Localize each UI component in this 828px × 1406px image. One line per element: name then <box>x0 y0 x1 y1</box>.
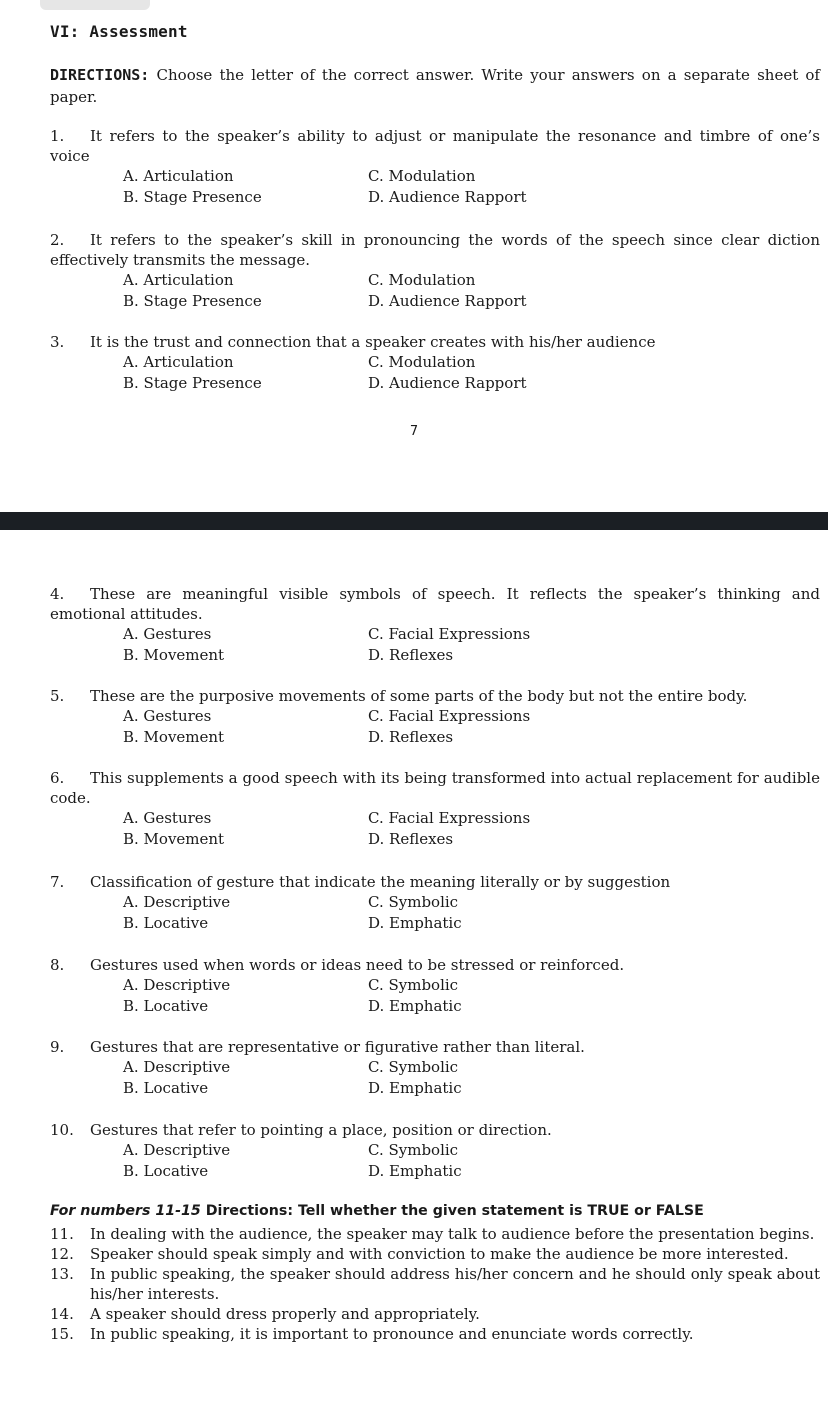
true-false-heading-text: Directions: Tell whether the given statement is TRUE or FALSE <box>200 1203 704 1219</box>
list-item <box>50 1224 820 1244</box>
item-number: 12. <box>50 1245 74 1263</box>
option-b: B. Movement <box>123 646 225 664</box>
option-d: D. Audience Rapport <box>368 374 527 392</box>
question-stem: Gestures that are representative or figurative rather than literal. <box>90 1038 585 1056</box>
option-c: C. Modulation <box>368 271 476 289</box>
option-d: D. Emphatic <box>368 997 462 1015</box>
option-a: A. Descriptive <box>123 1141 231 1159</box>
item-number: 11. <box>50 1225 74 1243</box>
item-text: In public speaking, the speaker should address his/her concern and he should only speak about his/her interests. <box>90 1265 820 1303</box>
true-false-list <box>50 1224 820 1344</box>
question-number: 9. <box>50 1038 65 1056</box>
question-9 <box>50 1037 820 1099</box>
question-1 <box>50 126 820 208</box>
question-2 <box>50 230 820 312</box>
option-a: A. Descriptive <box>123 976 231 994</box>
question-5 <box>50 686 820 748</box>
option-a: A. Descriptive <box>123 1058 231 1076</box>
list-item <box>50 1264 820 1304</box>
item-number: 15. <box>50 1325 74 1343</box>
question-number: 8. <box>50 956 65 974</box>
question-stem: It is the trust and connection that a speaker creates with his/her audience <box>90 333 656 351</box>
question-4 <box>50 584 820 666</box>
option-a: A. Articulation <box>123 167 234 185</box>
option-d: D. Audience Rapport <box>368 188 527 206</box>
option-a: A. Articulation <box>123 353 234 371</box>
question-7 <box>50 872 820 934</box>
question-6 <box>50 768 820 850</box>
option-d: D. Emphatic <box>368 1162 462 1180</box>
page-break-bar <box>0 512 828 530</box>
question-number: 1. <box>50 127 65 145</box>
section-title: VI: Assessment <box>50 22 188 41</box>
option-b: B. Stage Presence <box>123 292 262 310</box>
question-10 <box>50 1120 820 1182</box>
question-number: 4. <box>50 585 65 603</box>
question-stem: These are meaningful visible symbols of speech. It reflects the speaker’s thinking and emotional attitudes. <box>50 585 820 623</box>
question-number: 3. <box>50 333 65 351</box>
option-c: C. Symbolic <box>368 976 459 994</box>
option-c: C. Facial Expressions <box>368 707 531 725</box>
list-item <box>50 1244 820 1264</box>
option-c: C. Symbolic <box>368 893 459 911</box>
option-c: C. Modulation <box>368 353 476 371</box>
question-number: 2. <box>50 231 65 249</box>
item-text: A speaker should dress properly and appropriately. <box>90 1305 480 1323</box>
option-b: B. Locative <box>123 914 209 932</box>
question-number: 5. <box>50 687 65 705</box>
item-text: In dealing with the audience, the speaker may talk to audience before the presentation begins. <box>90 1225 815 1243</box>
item-text: Speaker should speak simply and with conviction to make the audience be more interested. <box>90 1245 789 1263</box>
option-b: B. Stage Presence <box>123 374 262 392</box>
option-a: A. Gestures <box>123 809 212 827</box>
option-a: A. Gestures <box>123 625 212 643</box>
question-stem: Gestures that refer to pointing a place, position or direction. <box>90 1121 552 1139</box>
question-number: 10. <box>50 1121 74 1139</box>
option-b: B. Locative <box>123 1079 209 1097</box>
scan-smudge <box>40 0 150 10</box>
item-number: 13. <box>50 1265 74 1283</box>
question-stem: Gestures used when words or ideas need to be stressed or reinforced. <box>90 956 625 974</box>
option-c: C. Facial Expressions <box>368 809 531 827</box>
option-b: B. Locative <box>123 997 209 1015</box>
page-number: 7 <box>409 424 419 439</box>
option-d: D. Reflexes <box>368 646 454 664</box>
directions-text: Choose the letter of the correct answer. Write your answers on a separate sheet of paper. <box>50 66 820 106</box>
option-d: D. Emphatic <box>368 914 462 932</box>
option-a: A. Descriptive <box>123 893 231 911</box>
list-item <box>50 1324 820 1344</box>
item-number: 14. <box>50 1305 74 1323</box>
option-c: C. Modulation <box>368 167 476 185</box>
option-b: B. Movement <box>123 728 225 746</box>
question-stem: It refers to the speaker’s skill in pronouncing the words of the speech since clear diction effectively transmits the message. <box>50 231 820 269</box>
option-d: D. Audience Rapport <box>368 292 527 310</box>
option-b: B. Stage Presence <box>123 188 262 206</box>
true-false-heading-lead: For numbers 11-15 <box>50 1203 201 1219</box>
true-false-heading <box>50 1203 825 1219</box>
list-item <box>50 1304 820 1324</box>
option-b: B. Movement <box>123 830 225 848</box>
directions <box>50 64 820 108</box>
question-stem: It refers to the speaker’s ability to adjust or manipulate the resonance and timbre of one’s voice <box>50 127 820 165</box>
question-number: 7. <box>50 873 65 891</box>
option-a: A. Articulation <box>123 271 234 289</box>
option-d: D. Reflexes <box>368 728 454 746</box>
question-stem: This supplements a good speech with its being transformed into actual replacement for audible code. <box>50 769 820 807</box>
question-stem: These are the purposive movements of some parts of the body but not the entire body. <box>90 687 748 705</box>
option-c: C. Facial Expressions <box>368 625 531 643</box>
option-d: D. Emphatic <box>368 1079 462 1097</box>
question-stem: Classification of gesture that indicate the meaning literally or by suggestion <box>90 873 671 891</box>
option-c: C. Symbolic <box>368 1141 459 1159</box>
question-8 <box>50 955 820 1017</box>
question-3 <box>50 332 820 394</box>
option-d: D. Reflexes <box>368 830 454 848</box>
directions-label: DIRECTIONS: <box>50 66 150 84</box>
option-a: A. Gestures <box>123 707 212 725</box>
item-text: In public speaking, it is important to pronounce and enunciate words correctly. <box>90 1325 694 1343</box>
option-b: B. Locative <box>123 1162 209 1180</box>
option-c: C. Symbolic <box>368 1058 459 1076</box>
question-number: 6. <box>50 769 65 787</box>
